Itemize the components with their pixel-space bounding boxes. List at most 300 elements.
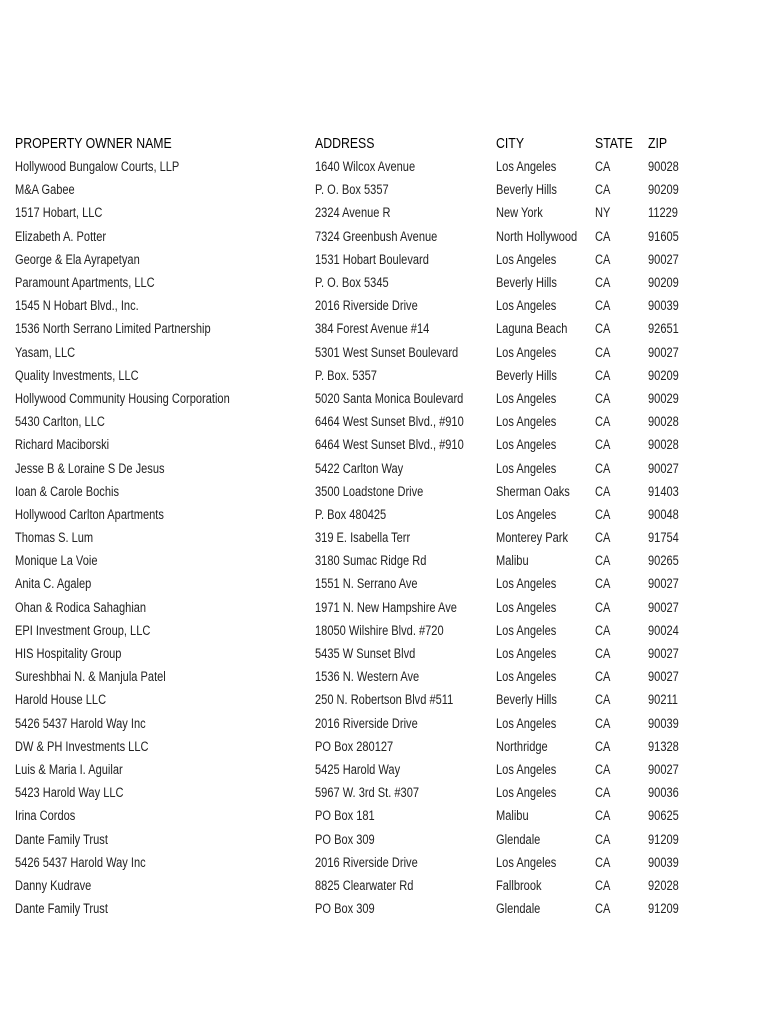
zip-cell-text: 90027 — [648, 576, 680, 592]
state-cell-text: CA — [595, 390, 611, 406]
city-cell — [496, 410, 595, 433]
state-cell — [595, 804, 648, 827]
state-cell — [595, 596, 648, 619]
state-header — [595, 131, 648, 155]
state-cell — [595, 897, 648, 920]
city-cell-text: Los Angeles — [496, 854, 557, 870]
state-cell-text: CA — [595, 367, 611, 383]
city-cell — [496, 456, 595, 479]
address-cell-text: P. O. Box 5357 — [315, 182, 389, 198]
address-cell-text: 5425 Harold Way — [315, 761, 401, 777]
address-cell-text: 2016 Riverside Drive — [315, 298, 418, 314]
owner-name-cell — [15, 155, 315, 178]
state-cell — [595, 317, 648, 340]
address-cell — [315, 503, 496, 526]
zip-cell — [648, 294, 708, 317]
state-cell-text: CA — [595, 530, 611, 546]
zip-cell — [648, 642, 708, 665]
table-row — [15, 712, 708, 735]
address-cell-text: 1640 Wilcox Avenue — [315, 159, 416, 175]
city-cell-text: Los Angeles — [496, 344, 557, 360]
city-cell-text: Beverly Hills — [496, 275, 558, 291]
address-cell — [315, 155, 496, 178]
table-row — [15, 155, 708, 178]
table-row — [15, 781, 708, 804]
city-cell-text: Laguna Beach — [496, 321, 568, 337]
address-cell — [315, 642, 496, 665]
table-row — [15, 178, 708, 201]
city-cell-text: Los Angeles — [496, 251, 557, 267]
state-cell — [595, 364, 648, 387]
address-cell — [315, 364, 496, 387]
zip-cell-text: 90625 — [648, 808, 680, 824]
address-cell — [315, 758, 496, 781]
state-cell — [595, 642, 648, 665]
state-cell-text: CA — [595, 576, 611, 592]
city-cell — [496, 341, 595, 364]
city-cell-text: Malibu — [496, 553, 529, 569]
owner-name-cell-text: Elizabeth A. Potter — [15, 228, 107, 244]
state-cell-text: CA — [595, 877, 611, 893]
state-cell — [595, 688, 648, 711]
owner-name-cell — [15, 665, 315, 688]
state-cell — [595, 294, 648, 317]
city-cell — [496, 665, 595, 688]
property-owner-table — [15, 131, 708, 920]
owner-name-cell — [15, 781, 315, 804]
table-row — [15, 874, 708, 897]
zip-cell — [648, 735, 708, 758]
state-cell — [595, 387, 648, 410]
address-cell-text: PO Box 309 — [315, 831, 375, 847]
table-row — [15, 317, 708, 340]
state-cell-text: NY — [595, 205, 611, 221]
address-cell-text: 1536 N. Western Ave — [315, 669, 420, 685]
owner-name-cell — [15, 851, 315, 874]
owner-name-cell-text: Richard Maciborski — [15, 437, 110, 453]
state-cell-text: CA — [595, 344, 611, 360]
zip-cell — [648, 155, 708, 178]
city-cell-text: Beverly Hills — [496, 367, 558, 383]
table-row — [15, 827, 708, 850]
owner-name-header-label: PROPERTY OWNER NAME — [15, 134, 172, 152]
city-cell-text: Los Angeles — [496, 599, 557, 615]
state-cell-text: CA — [595, 831, 611, 847]
owner-name-cell-text: Hollywood Bungalow Courts, LLP — [15, 159, 180, 175]
zip-cell — [648, 317, 708, 340]
state-cell-text: CA — [595, 692, 611, 708]
city-cell — [496, 317, 595, 340]
address-cell — [315, 456, 496, 479]
city-cell — [496, 619, 595, 642]
address-cell-text: 2016 Riverside Drive — [315, 854, 418, 870]
state-cell — [595, 155, 648, 178]
owner-name-cell — [15, 688, 315, 711]
zip-cell-text: 90036 — [648, 785, 680, 801]
address-cell-text: 2016 Riverside Drive — [315, 715, 418, 731]
city-cell — [496, 155, 595, 178]
state-cell — [595, 225, 648, 248]
zip-cell-text: 92651 — [648, 321, 680, 337]
state-cell — [595, 781, 648, 804]
address-cell-text: 250 N. Robertson Blvd #511 — [315, 692, 454, 708]
state-cell-text: CA — [595, 251, 611, 267]
owner-name-cell-text: EPI Investment Group, LLC — [15, 622, 151, 638]
state-cell-text: CA — [595, 553, 611, 569]
city-cell — [496, 804, 595, 827]
state-cell — [595, 665, 648, 688]
owner-name-cell — [15, 758, 315, 781]
address-cell — [315, 480, 496, 503]
owner-name-cell — [15, 294, 315, 317]
address-cell-text: 1551 N. Serrano Ave — [315, 576, 418, 592]
zip-cell-text: 90028 — [648, 414, 680, 430]
city-cell — [496, 688, 595, 711]
address-cell-text: 384 Forest Avenue #14 — [315, 321, 430, 337]
address-cell — [315, 526, 496, 549]
address-cell — [315, 341, 496, 364]
city-cell-text: Los Angeles — [496, 506, 557, 522]
city-cell-text: Los Angeles — [496, 298, 557, 314]
owner-name-cell-text: Irina Cordos — [15, 808, 76, 824]
table-row — [15, 456, 708, 479]
owner-name-cell-text: Monique La Voie — [15, 553, 98, 569]
table-row — [15, 665, 708, 688]
owner-name-cell — [15, 503, 315, 526]
city-cell — [496, 827, 595, 850]
state-cell-text: CA — [595, 298, 611, 314]
owner-name-cell — [15, 364, 315, 387]
owner-name-cell-text: Dante Family Trust — [15, 831, 108, 847]
zip-cell-text: 90048 — [648, 506, 680, 522]
table-row — [15, 480, 708, 503]
zip-cell-text: 92028 — [648, 877, 680, 893]
table-row — [15, 735, 708, 758]
address-cell-text: 5020 Santa Monica Boulevard — [315, 390, 464, 406]
address-cell — [315, 712, 496, 735]
state-cell — [595, 619, 648, 642]
owner-name-cell — [15, 317, 315, 340]
address-cell — [315, 851, 496, 874]
city-cell-text: Glendale — [496, 901, 541, 917]
owner-name-cell-text: Quality Investments, LLC — [15, 367, 139, 383]
zip-cell — [648, 712, 708, 735]
zip-cell-text: 91209 — [648, 831, 680, 847]
state-cell — [595, 503, 648, 526]
owner-name-cell-text: Paramount Apartments, LLC — [15, 275, 155, 291]
city-cell — [496, 758, 595, 781]
table-row — [15, 596, 708, 619]
city-cell-text: New York — [496, 205, 544, 221]
table-row — [15, 851, 708, 874]
owner-name-cell-text: 1545 N Hobart Blvd., Inc. — [15, 298, 139, 314]
owner-name-cell-text: M&A Gabee — [15, 182, 75, 198]
state-cell-text: CA — [595, 321, 611, 337]
zip-cell — [648, 503, 708, 526]
table-row — [15, 503, 708, 526]
city-cell-text: Beverly Hills — [496, 692, 558, 708]
city-cell-text: Glendale — [496, 831, 541, 847]
address-cell-text: PO Box 280127 — [315, 738, 394, 754]
city-cell — [496, 225, 595, 248]
state-cell — [595, 526, 648, 549]
state-header-label: STATE — [595, 134, 634, 152]
owner-name-cell — [15, 827, 315, 850]
address-cell-text: 5435 W Sunset Blvd — [315, 646, 416, 662]
address-cell-text: 319 E. Isabella Terr — [315, 530, 411, 546]
city-cell — [496, 851, 595, 874]
city-cell — [496, 712, 595, 735]
address-header-label: ADDRESS — [315, 134, 375, 152]
state-cell — [595, 433, 648, 456]
zip-header-label: ZIP — [648, 134, 668, 152]
zip-cell-text: 90039 — [648, 854, 680, 870]
zip-cell — [648, 433, 708, 456]
city-cell-text: Los Angeles — [496, 669, 557, 685]
owner-name-cell-text: 5426 5437 Harold Way Inc — [15, 715, 146, 731]
owner-name-cell — [15, 271, 315, 294]
state-cell-text: CA — [595, 738, 611, 754]
state-cell-text: CA — [595, 854, 611, 870]
table-row — [15, 248, 708, 271]
address-cell — [315, 897, 496, 920]
table-row — [15, 549, 708, 572]
zip-cell-text: 90028 — [648, 159, 680, 175]
city-cell-text: Fallbrook — [496, 877, 542, 893]
city-cell-text: Sherman Oaks — [496, 483, 571, 499]
state-cell-text: CA — [595, 506, 611, 522]
zip-cell-text: 90027 — [648, 460, 680, 476]
address-cell-text: 5301 West Sunset Boulevard — [315, 344, 459, 360]
address-cell-text: 6464 West Sunset Blvd., #910 — [315, 437, 464, 453]
state-cell-text: CA — [595, 275, 611, 291]
zip-cell-text: 90029 — [648, 390, 680, 406]
zip-cell — [648, 549, 708, 572]
table-row — [15, 688, 708, 711]
address-cell-text: 8825 Clearwater Rd — [315, 877, 414, 893]
city-cell — [496, 248, 595, 271]
address-cell — [315, 294, 496, 317]
zip-cell-text: 91754 — [648, 530, 680, 546]
zip-cell-text: 90027 — [648, 344, 680, 360]
state-cell-text: CA — [595, 460, 611, 476]
city-cell-text: Beverly Hills — [496, 182, 558, 198]
zip-cell-text: 90265 — [648, 553, 680, 569]
owner-name-cell-text: HIS Hospitality Group — [15, 646, 122, 662]
zip-cell — [648, 665, 708, 688]
owner-name-cell-text: Sureshbhai N. & Manjula Patel — [15, 669, 166, 685]
zip-cell-text: 11229 — [648, 205, 679, 221]
owner-name-cell-text: 5430 Carlton, LLC — [15, 414, 105, 430]
city-cell-text: Northridge — [496, 738, 549, 754]
zip-cell-text: 90209 — [648, 275, 680, 291]
city-cell-text: Los Angeles — [496, 785, 557, 801]
zip-cell-text: 90027 — [648, 599, 680, 615]
state-cell-text: CA — [595, 182, 611, 198]
zip-cell — [648, 526, 708, 549]
city-cell-text: North Hollywood — [496, 228, 578, 244]
zip-cell — [648, 225, 708, 248]
owner-name-cell — [15, 248, 315, 271]
owner-name-cell-text: 1517 Hobart, LLC — [15, 205, 103, 221]
owner-name-cell-text: Thomas S. Lum — [15, 530, 94, 546]
zip-cell-text: 91605 — [648, 228, 680, 244]
address-cell-text: P. Box. 5357 — [315, 367, 377, 383]
zip-cell — [648, 596, 708, 619]
city-cell — [496, 271, 595, 294]
owner-name-cell — [15, 642, 315, 665]
zip-cell — [648, 271, 708, 294]
city-cell-text: Los Angeles — [496, 576, 557, 592]
city-cell — [496, 433, 595, 456]
owner-name-cell — [15, 456, 315, 479]
zip-cell-text: 90027 — [648, 761, 680, 777]
owner-name-cell — [15, 526, 315, 549]
owner-name-cell — [15, 572, 315, 595]
state-cell-text: CA — [595, 159, 611, 175]
city-cell-text: Los Angeles — [496, 159, 557, 175]
address-cell — [315, 549, 496, 572]
owner-name-cell — [15, 874, 315, 897]
state-cell — [595, 874, 648, 897]
owner-name-cell — [15, 804, 315, 827]
table-row — [15, 897, 708, 920]
state-cell — [595, 549, 648, 572]
address-cell-text: PO Box 309 — [315, 901, 375, 917]
city-cell — [496, 572, 595, 595]
table-row — [15, 526, 708, 549]
table-body — [15, 155, 708, 920]
city-cell — [496, 503, 595, 526]
owner-name-cell-text: George & Ela Ayrapetyan — [15, 251, 140, 267]
owner-name-cell — [15, 178, 315, 201]
zip-cell — [648, 758, 708, 781]
state-cell-text: CA — [595, 761, 611, 777]
table-row — [15, 433, 708, 456]
city-cell — [496, 364, 595, 387]
city-cell — [496, 178, 595, 201]
zip-cell — [648, 201, 708, 224]
address-cell — [315, 317, 496, 340]
table-row — [15, 572, 708, 595]
owner-name-cell-text: Ohan & Rodica Sahaghian — [15, 599, 147, 615]
zip-cell — [648, 874, 708, 897]
city-cell — [496, 387, 595, 410]
zip-cell — [648, 897, 708, 920]
city-cell-text: Los Angeles — [496, 761, 557, 777]
owner-name-cell — [15, 341, 315, 364]
owner-name-cell-text: Anita C. Agalep — [15, 576, 92, 592]
table-row — [15, 619, 708, 642]
zip-cell — [648, 572, 708, 595]
owner-name-cell — [15, 619, 315, 642]
address-cell-text: P. O. Box 5345 — [315, 275, 389, 291]
zip-cell-text: 90039 — [648, 715, 680, 731]
zip-cell — [648, 248, 708, 271]
owner-name-cell-text: Jesse B & Loraine S De Jesus — [15, 460, 165, 476]
table-row — [15, 642, 708, 665]
owner-name-cell — [15, 596, 315, 619]
zip-cell — [648, 341, 708, 364]
state-cell — [595, 410, 648, 433]
address-header — [315, 131, 496, 155]
table-row — [15, 410, 708, 433]
state-cell-text: CA — [595, 414, 611, 430]
zip-cell-text: 90024 — [648, 622, 680, 638]
owner-name-cell-text: 5423 Harold Way LLC — [15, 785, 124, 801]
owner-name-cell — [15, 387, 315, 410]
state-cell — [595, 735, 648, 758]
owner-name-cell-text: Danny Kudrave — [15, 877, 92, 893]
zip-cell-text: 90039 — [648, 298, 680, 314]
address-cell — [315, 619, 496, 642]
address-cell-text: 7324 Greenbush Avenue — [315, 228, 438, 244]
owner-name-cell — [15, 712, 315, 735]
city-cell — [496, 526, 595, 549]
state-cell-text: CA — [595, 437, 611, 453]
owner-name-cell — [15, 225, 315, 248]
city-cell-text: Los Angeles — [496, 437, 557, 453]
table-row — [15, 271, 708, 294]
city-cell — [496, 480, 595, 503]
address-cell-text: 3180 Sumac Ridge Rd — [315, 553, 427, 569]
state-cell — [595, 341, 648, 364]
city-cell-text: Los Angeles — [496, 390, 557, 406]
table-row — [15, 804, 708, 827]
city-cell — [496, 781, 595, 804]
state-cell-text: CA — [595, 599, 611, 615]
address-cell — [315, 827, 496, 850]
address-cell-text: 1531 Hobart Boulevard — [315, 251, 429, 267]
zip-cell — [648, 387, 708, 410]
owner-name-cell-text: Luis & Maria I. Aguilar — [15, 761, 123, 777]
city-cell-text: Los Angeles — [496, 646, 557, 662]
table-row — [15, 758, 708, 781]
state-cell — [595, 456, 648, 479]
owner-name-cell — [15, 201, 315, 224]
table-row — [15, 225, 708, 248]
zip-cell-text: 91209 — [648, 901, 680, 917]
table-row — [15, 294, 708, 317]
state-cell — [595, 271, 648, 294]
address-cell — [315, 410, 496, 433]
header-row — [15, 131, 708, 155]
state-cell — [595, 248, 648, 271]
state-cell-text: CA — [595, 785, 611, 801]
city-cell — [496, 642, 595, 665]
address-cell — [315, 735, 496, 758]
zip-cell-text: 90028 — [648, 437, 680, 453]
zip-cell — [648, 619, 708, 642]
address-cell-text: 5422 Carlton Way — [315, 460, 404, 476]
address-cell — [315, 387, 496, 410]
owner-name-cell-text: Harold House LLC — [15, 692, 107, 708]
address-cell-text: 2324 Avenue R — [315, 205, 391, 221]
state-cell-text: CA — [595, 901, 611, 917]
city-cell-text: Monterey Park — [496, 530, 569, 546]
state-cell — [595, 201, 648, 224]
state-cell — [595, 480, 648, 503]
zip-cell — [648, 410, 708, 433]
city-header-label: CITY — [496, 134, 525, 152]
address-cell — [315, 572, 496, 595]
city-cell-text: Los Angeles — [496, 715, 557, 731]
zip-cell — [648, 364, 708, 387]
zip-cell — [648, 480, 708, 503]
owner-name-cell-text: Dante Family Trust — [15, 901, 108, 917]
zip-cell — [648, 178, 708, 201]
state-cell — [595, 572, 648, 595]
